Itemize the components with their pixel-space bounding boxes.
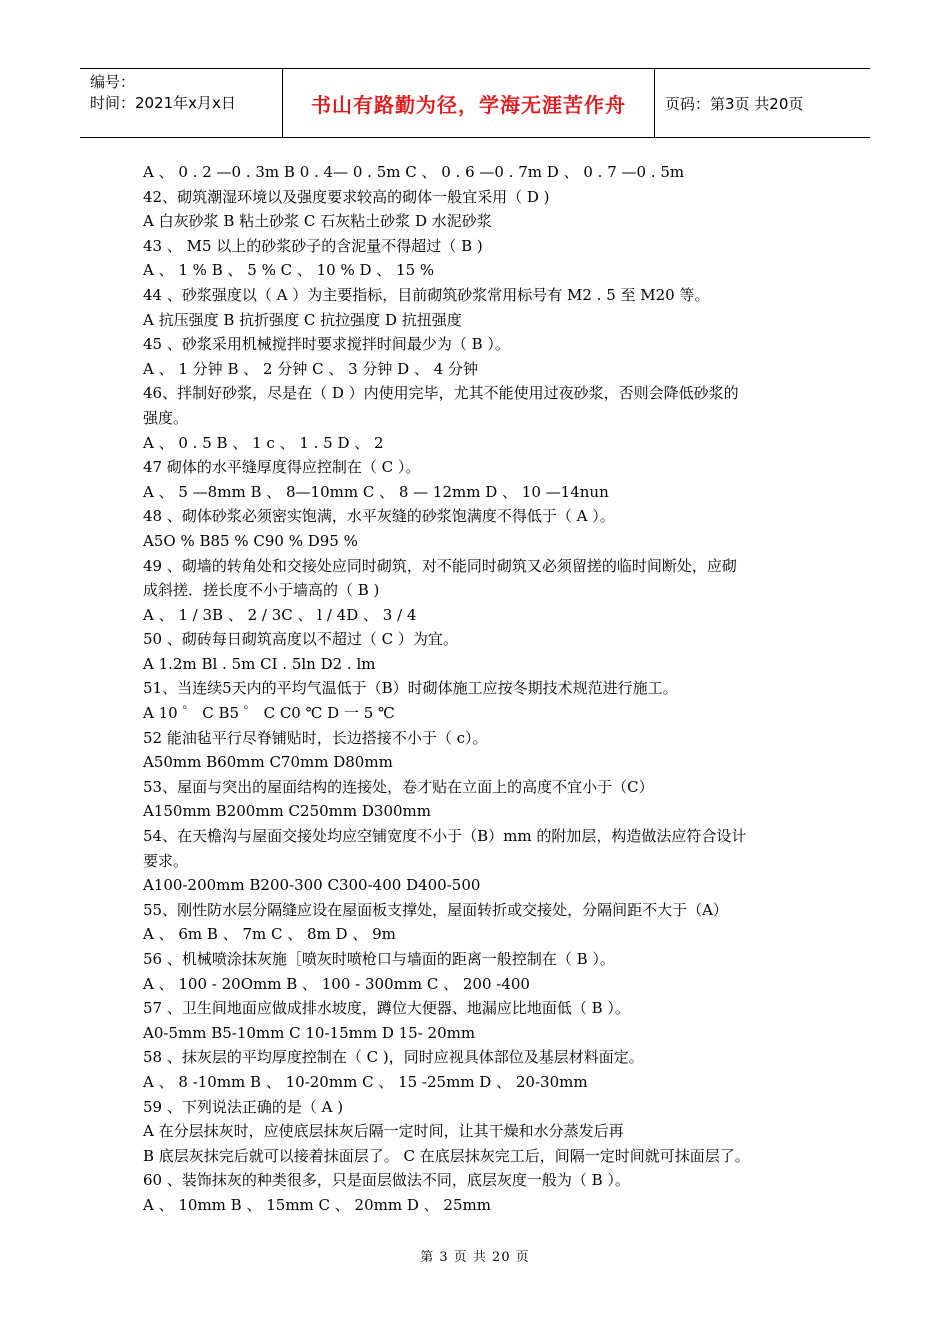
text-line: 47 砌体的水平缝厚度得应控制在（ C ）。 xyxy=(143,458,421,477)
text-line: A5O % B85 % C90 % D95 % xyxy=(143,531,358,550)
text-line: A 、 100 - 20Omm B 、 100 - 300mm C 、 200 -400 xyxy=(143,974,530,993)
header-motto-cell xyxy=(282,69,655,137)
text-line: 49 、砌墙的转角处和交接处应同时砌筑，对不能同时砌筑又必须留搓的临时间断处，应砌 xyxy=(143,556,737,575)
text-line: A 1.2m Bl . 5m CI . 5ln D2 . lm xyxy=(143,654,376,673)
text-line: A 、 10mm B 、 15mm C 、 20mm D 、 25mm xyxy=(143,1195,491,1214)
text-line: 54、在天檐沟与屋面交接处均应空铺宽度不小于（B）mm 的附加层，构造做法应符合设计 xyxy=(143,827,747,846)
document-date-label: 时间：2021年x月x日 xyxy=(90,94,236,112)
text-line: 44 、砂浆强度以（ A ）为主要指标，目前砌筑砂浆常用标号有 M2 . 5 至 M20 等。 xyxy=(143,285,710,304)
text-line: 58 、抹灰层的平均厚度控制在（ C )，同时应视具体部位及基层材料面定。 xyxy=(143,1048,644,1067)
text-line: A 、 1 % B 、 5 % C 、 10 % D 、 15 % xyxy=(143,261,435,280)
text-line: 51、当连续5天内的平均气温低于（B）时砌体施工应按冬期技术规范进行施工。 xyxy=(143,679,678,698)
text-line: 56 、机械喷涂抹灰施［喷灰时喷枪口与墙面的距离一般控制在（ B ）。 xyxy=(143,950,615,968)
text-line: A 、 8 -10mm B 、 10-20mm C 、 15 -25mm D 、 20-30mm xyxy=(143,1072,588,1091)
text-line: 60 、装饰抹灰的种类很多，只是面层做法不同，底层灰度一般为（ B ）。 xyxy=(143,1171,630,1190)
text-line: A 、 0 . 5 B 、 1 c 、 1 . 5 D 、 2 xyxy=(143,433,384,452)
text-line: 48 、砌体砂浆必须密实饱满，水平灰缝的砂浆饱满度不得低于（ A ）。 xyxy=(143,507,615,526)
text-line: A 、 6m B 、 7m C 、 8m D 、 9m xyxy=(143,925,396,944)
text-line: 53、屋面与突出的屋面结构的连接处，卷才贴在立面上的高度不宜小于（C） xyxy=(143,777,654,796)
header-left-cell xyxy=(80,69,282,137)
text-line: 55、刚性防水层分隔缝应设在屋面板支撑处，屋面转折或交接处，分隔间距不大于（A） xyxy=(143,900,728,919)
text-line: 59 、下列说法正确的是（ A ) xyxy=(143,1097,344,1116)
text-line: 46、拌制好砂浆，尽是在（ D ）内使用完毕，尤其不能使用过夜砂浆，否则会降低砂浆的 xyxy=(143,384,739,403)
text-line: 45 、砂浆采用机械搅拌时要求搅拌时间最少为（ B ）。 xyxy=(143,335,510,354)
text-line: B 底层灰抹完后就可以接着抹面层了。 C 在底层抹灰完工后，间隔一定时间就可抹面层了。 xyxy=(143,1146,750,1165)
text-line: 43 、 M5 以上的砂浆砂子的含泥量不得超过（ B ) xyxy=(143,236,483,255)
text-line: 要求。 xyxy=(143,851,189,870)
text-line: A100-200mm B200-300 C300-400 D400-500 xyxy=(143,876,481,895)
page-footer: 第 3 页 共 20 页 xyxy=(420,1250,530,1265)
text-line: 42、砌筑潮湿环境以及强度要求较高的砌体一般宜采用（ D ) xyxy=(143,187,550,206)
text-line: 57 、卫生间地面应做成排水坡度，蹲位大便器、地漏应比地面低（ B ）。 xyxy=(143,999,630,1018)
text-line: A50mm B60mm C70mm D80mm xyxy=(143,753,393,772)
text-line: A 、 0 . 2 —0 . 3m B 0 . 4— 0 . 5m C 、 0 . 6 —0 . 7m D 、 0 . 7 —0 . 5m xyxy=(143,163,685,181)
header-page-number: 页码：第3页 共20页 xyxy=(665,94,804,113)
text-line: A 、 1 分钟 B 、 2 分钟 C 、 3 分钟 D 、 4 分钟 xyxy=(143,359,479,378)
header-right-cell xyxy=(655,69,870,137)
text-line: A 抗压强度 B 抗折强度 C 抗拉强度 D 抗扭强度 xyxy=(143,310,462,329)
text-line: 强度。 xyxy=(143,408,189,427)
text-line: A150mm B200mm C250mm D300mm xyxy=(143,802,431,821)
text-line: A 10 ゜ C B5 ゜ C C0 ℃ D 一 5 ℃ xyxy=(143,704,395,723)
text-line: A0-5mm B5-10mm C 10-15mm D 15- 20mm xyxy=(143,1023,476,1042)
text-line: A 在分层抹灰时，应使底层抹灰后隔一定时间，让其干燥和水分蒸发后再 xyxy=(143,1122,624,1141)
text-line: A 、 5 —8mm B 、 8—10mm C 、 8 — 12mm D 、 10 —14nun xyxy=(143,482,609,501)
text-line: 成斜搓．搓长度不小于墙高的（ B ) xyxy=(143,581,380,600)
text-line: 50 、砌砖每日砌筑高度以不超过（ C ）为宜。 xyxy=(143,630,458,649)
header-motto: 书山有路勤为径，学海无涯苦作舟 xyxy=(311,92,626,117)
document-number-label: 编号： xyxy=(90,73,136,91)
text-line: A 白灰砂浆 B 粘土砂浆 C 石灰粘土砂浆 D 水泥砂浆 xyxy=(143,212,492,231)
page-header xyxy=(80,68,870,138)
text-line: 52 能油毡平行尽脊铺贴时，长边搭接不小于（ c）。 xyxy=(143,728,488,747)
text-line: A 、 1 / 3B 、 2 / 3C 、 l / 4D 、 3 / 4 xyxy=(143,605,417,624)
document-body xyxy=(143,160,823,1218)
